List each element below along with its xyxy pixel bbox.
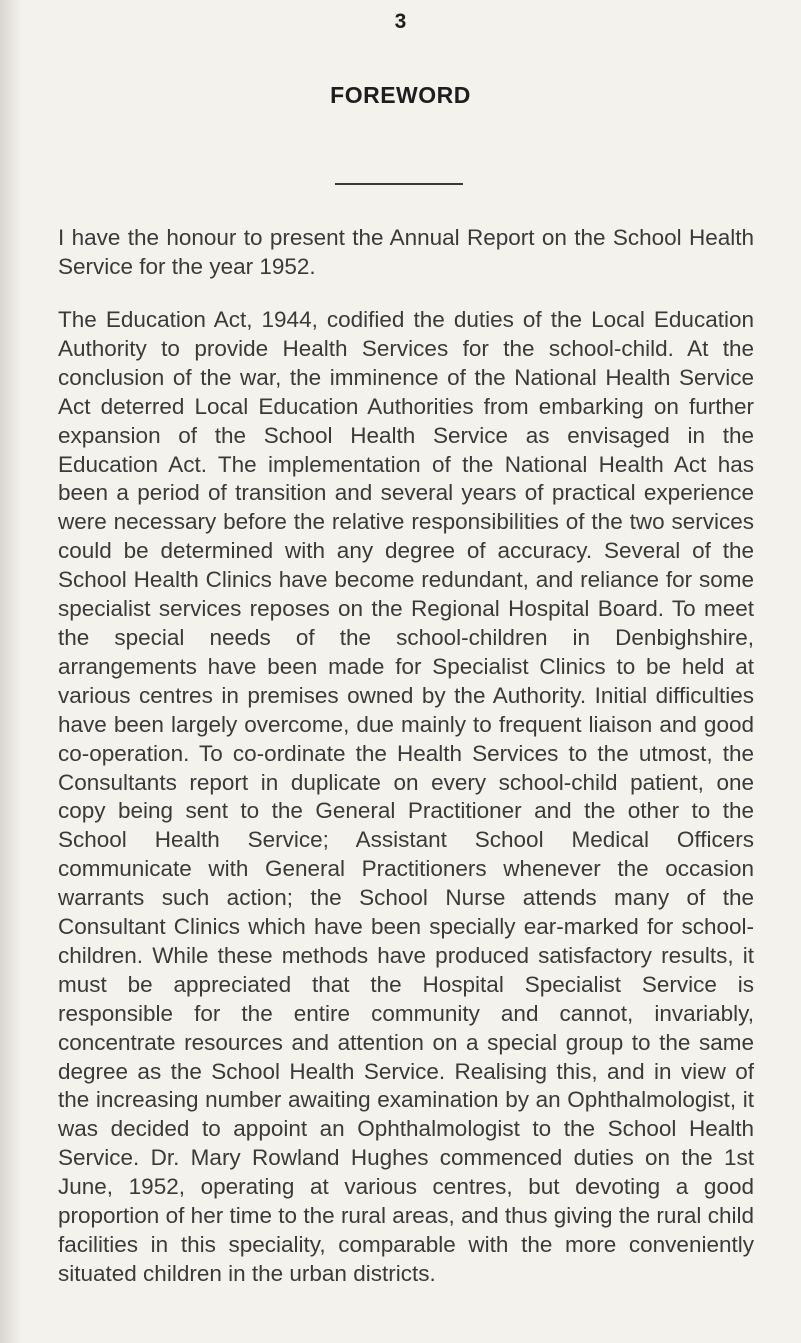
page-number: 3	[394, 10, 407, 33]
page-title: FOREWORD	[330, 82, 471, 108]
intro-paragraph: I have the honour to present the Annual Report on the School Health Service for the year 1952.	[58, 225, 754, 279]
main-paragraph: The Education Act, 1944, codified the duties of the Local Education Authority to provide Health Services for the school-child. At the conclusion of the war, the imminence of the National Health Service Act deterred Local Education Authorities from embarking on further expansion of the School Health Service as envisaged in the Education Act. The implementation of the National Health Act has been a period of transition and several years of practical experience were necessary before the relative responsibilities of the two services could be determined with any degree of accuracy. Several of the School Health Clinics have become redundant, and reliance for some specialist services reposes on the Regional Hospital Board. To meet the special needs of the school-children in Denbighshire, arrangements have been made for Specialist Clinics to be held at various centres in premises owned by the Authority. Initial difficulties have been largely overcome, due mainly to frequent liaison and good co-operation. To co-ordinate the Health Services to the utmost, the Consultants report in duplicate on every school-child patient, one copy being sent to the General Practitioner and the other to the School Health Service; Assistant School Medical Officers communicate with General Practitioners whenever the occasion warrants such action; the School Nurse attends many of the Consultant Clinics which have been specially ear-marked for school-children. While these methods have produced satisfactory results, it must be appreciated that the Hospital Specialist Service is responsible for the entire community and cannot, invariably, concentrate resources and attention on a special group to the same degree as the School Health Service. Realising this, and in view of the increasing number awaiting examination by an Ophthalmologist, it was decided to appoint an Ophthalmologist to the School Health Service. Dr. Mary Rowland Hughes commenced duties on the 1st June, 1952, operating at various centres, but devoting a good proportion of her time to the rural areas, and thus giving the rural child facilities in this speciality, comparable with the more conveniently situated children in the urban districts.	[58, 307, 754, 1286]
heading-divider	[335, 183, 463, 185]
page-edge-shadow	[0, 0, 22, 1343]
